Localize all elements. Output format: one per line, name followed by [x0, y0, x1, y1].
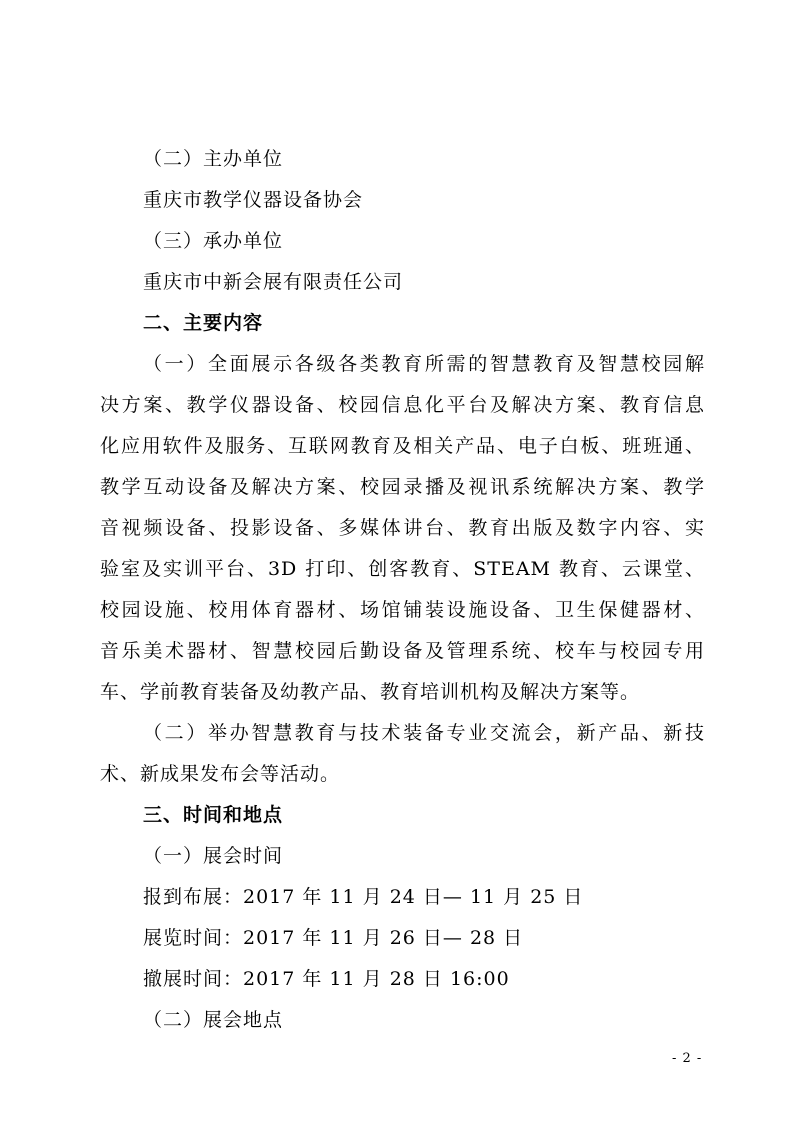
- content-para2-line-1: （二）举办智慧教育与技术装备专业交流会，新产品、新技: [143, 722, 705, 744]
- page-number: - 2 -: [672, 1051, 703, 1066]
- exhibition-venue-heading: （二）展会地点: [143, 1009, 284, 1031]
- content-para1-line-1: （一）全面展示各级各类教育所需的智慧教育及智慧校园解: [143, 353, 705, 375]
- section-time-place-heading: 三、时间和地点: [143, 804, 284, 826]
- undertaker-name: 重庆市中新会展有限责任公司: [143, 271, 404, 293]
- content-para2-line-2: 术、新成果发布会等活动。: [100, 763, 341, 785]
- section-main-content-heading: 二、主要内容: [143, 312, 264, 334]
- content-para1-line-6: 验室及实训平台、3D 打印、创客教育、STEAM 教育、云课堂、: [100, 558, 705, 580]
- exhibition-time-heading: （一）展会时间: [143, 845, 284, 867]
- organizer-heading: （二）主办单位: [143, 148, 284, 170]
- content-para1-line-3: 化应用软件及服务、互联网教育及相关产品、电子白板、班班通、: [100, 435, 705, 457]
- content-para1-line-8: 音乐美术器材、智慧校园后勤设备及管理系统、校车与校园专用: [100, 640, 705, 662]
- organizer-name: 重庆市教学仪器设备协会: [143, 189, 364, 211]
- content-para1-line-2: 决方案、教学仪器设备、校园信息化平台及解决方案、教育信息: [100, 394, 705, 416]
- content-para1-line-7: 校园设施、校用体育器材、场馆铺装设施设备、卫生保健器材、: [100, 599, 705, 621]
- content-para1-line-4: 教学互动设备及解决方案、校园录播及视讯系统解决方案、教学: [100, 476, 705, 498]
- teardown-time: 撤展时间：2017 年 11 月 28 日 16:00: [143, 968, 510, 990]
- check-in-time: 报到布展：2017 年 11 月 24 日— 11 月 25 日: [143, 886, 584, 908]
- undertaker-heading: （三）承办单位: [143, 230, 284, 252]
- exhibition-period: 展览时间：2017 年 11 月 26 日— 28 日: [143, 927, 524, 949]
- content-para1-line-5: 音视频设备、投影设备、多媒体讲台、教育出版及数字内容、实: [100, 517, 705, 539]
- content-para1-line-9: 车、学前教育装备及幼教产品、教育培训机构及解决方案等。: [100, 681, 641, 703]
